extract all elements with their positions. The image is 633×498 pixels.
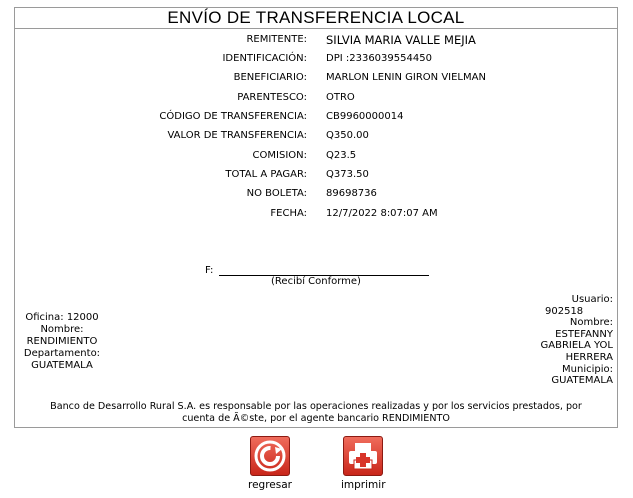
field-label: NO BOLETA:: [246, 188, 307, 199]
field-codigo-transferencia: [15, 109, 617, 125]
field-value: MARLON LENIN GIRON VIELMAN: [326, 72, 486, 83]
field-fecha: [15, 206, 617, 222]
transfer-receipt: [14, 7, 618, 428]
office-department-label: Departamento:: [23, 348, 101, 359]
field-value: DPI :2336039554450: [326, 53, 432, 64]
field-remitente: [15, 32, 617, 48]
field-no-boleta: [15, 186, 617, 202]
field-identificacion: [15, 51, 617, 67]
field-label: VALOR DE TRANSFERENCIA:: [167, 130, 307, 141]
field-value: Q23.5: [326, 150, 357, 161]
office-name: RENDIMIENTO: [26, 336, 98, 347]
field-value: Q373.50: [326, 169, 369, 180]
field-label: COMISION:: [252, 150, 307, 161]
field-comision: [15, 148, 617, 164]
user-label: Usuario:: [571, 294, 613, 305]
user-id: 902518: [545, 305, 584, 317]
field-label: FECHA:: [270, 208, 307, 219]
field-parentesco: [15, 90, 617, 106]
user-municipio-label: Municipio:: [562, 363, 613, 375]
office-info: [23, 312, 101, 372]
signature-caption: (Recibí Conforme): [271, 276, 361, 287]
field-label: CÓDIGO DE TRANSFERENCIA:: [159, 111, 307, 122]
field-label: IDENTIFICACIÓN:: [222, 53, 307, 64]
field-value: CB9960000014: [326, 111, 404, 122]
field-valor-transferencia: [15, 128, 617, 144]
office-name-label: Nombre:: [40, 324, 84, 335]
refresh-icon[interactable]: [250, 436, 290, 476]
field-value: OTRO: [326, 92, 355, 103]
signature-prefix: F:: [205, 265, 214, 276]
field-label: PARENTESCO:: [237, 92, 307, 103]
user-name-line1: ESTEFANNY: [555, 328, 613, 340]
field-label: TOTAL A PAGAR:: [225, 169, 307, 180]
field-label: BENEFICIARIO:: [233, 72, 307, 83]
back-label[interactable]: regresar: [248, 479, 292, 491]
user-name-line3: HERRERA: [565, 351, 613, 363]
back-button[interactable]: [248, 436, 292, 491]
user-municipio: GUATEMALA: [551, 375, 613, 387]
field-total-pagar: [15, 167, 617, 183]
print-label[interactable]: imprimir: [341, 479, 386, 491]
print-button[interactable]: [341, 436, 386, 491]
receipt-title: ENVÍO DE TRANSFERENCIA LOCAL: [15, 8, 617, 29]
user-name-label: Nombre:: [569, 317, 613, 329]
office-number: Oficina: 12000: [25, 312, 99, 323]
field-value: Q350.00: [326, 130, 369, 141]
field-value: 12/7/2022 8:07:07 AM: [326, 208, 438, 219]
printer-icon[interactable]: [343, 436, 383, 476]
disclaimer: [15, 401, 617, 425]
field-value: SILVIA MARIA VALLE MEJIA: [326, 33, 476, 47]
field-beneficiario: [15, 70, 617, 86]
user-info: [535, 294, 613, 387]
field-value: 89698736: [326, 188, 377, 199]
user-name-line2: GABRIELA YOL: [540, 340, 613, 352]
office-department: GUATEMALA: [31, 360, 93, 371]
disclaimer-line1: Banco de Desarrollo Rural S.A. es responsable por las operaciones realizadas y por los servicios prestados, por: [50, 401, 582, 412]
disclaimer-line2: cuenta de Ã©ste, por el agente bancario RENDIMIENTO: [182, 413, 450, 424]
field-label: REMITENTE:: [246, 34, 307, 45]
